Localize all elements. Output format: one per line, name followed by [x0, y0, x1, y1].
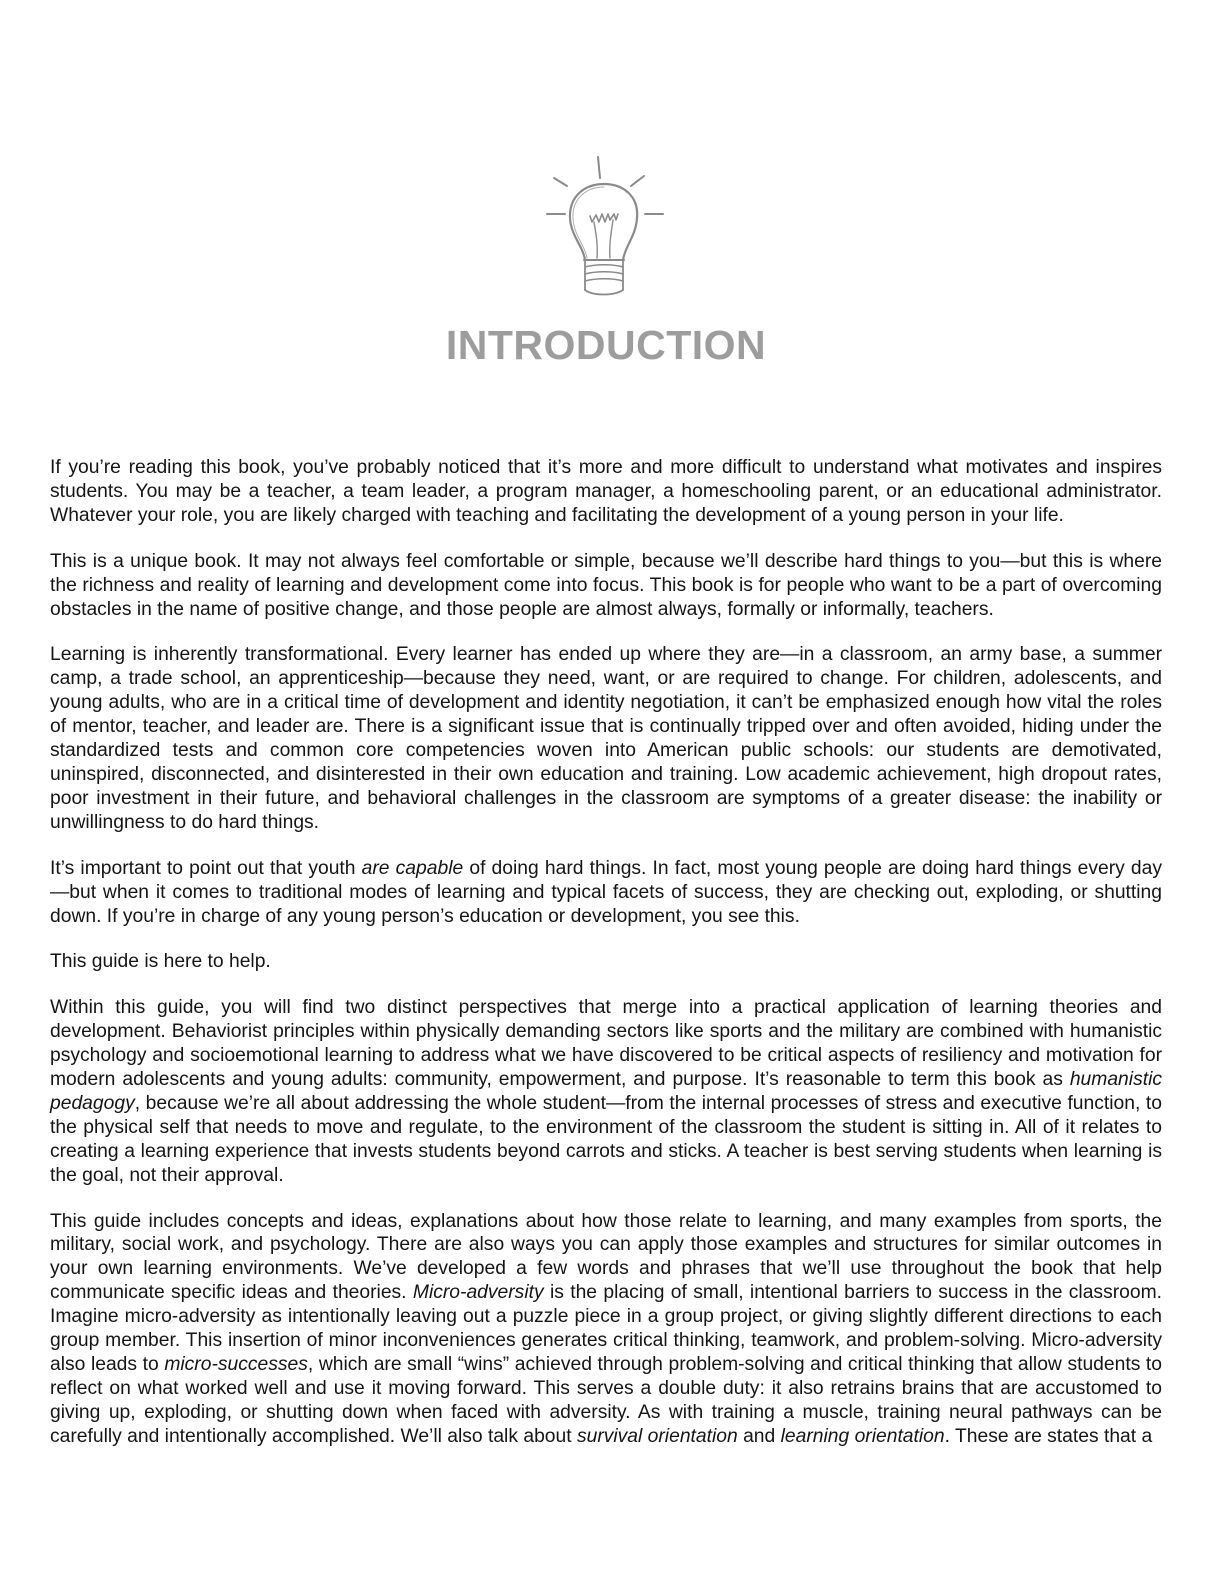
text-run: . These are states that a [944, 1425, 1153, 1447]
emphasis-text: humanistic pedagogy [50, 1069, 1162, 1114]
text-run: , because we’re all about addressing the whole student—from the internal processes of stress and executive function, to the physical self that needs to move and regulate, to the environment of the classroom the student is sitting in. All of it relates to creating a learning experience that invests students beyond carrots and sticks. A teacher is best serving students when learning is the goal, not their approval. [50, 1092, 1162, 1186]
text-run: Within this guide, you will find two distinct perspectives that merge into a practical application of learning theories and development. Behaviorist principles within physically demanding sectors like sports and the military are combined with humanistic psychology and socioemotional learning to address what we have discovered to be critical aspects of resiliency and motivation for modern adolescents and young adults: community, empowerment, and purpose. It’s reasonable to term this book as [50, 997, 1162, 1091]
emphasis-text: learning orientation [780, 1425, 945, 1447]
page-title: INTRODUCTION [445, 322, 767, 368]
text-run: This guide includes concepts and ideas, explanations about how those relate to learning, and many examples from sports, the military, social work, and psychology. There are also ways you can apply those examples and structures for similar outcomes in your own learning environments. We’ve developed a few words and phrases that we’ll use throughout the book that help communicate specific ideas and theories. [50, 1210, 1162, 1304]
emphasis-text: are capable [361, 857, 464, 879]
lightbulb-icon [541, 150, 671, 302]
emphasis-text: survival orientation [576, 1425, 738, 1447]
text-run: of doing hard things. In fact, most young people are doing hard things every day—but when it comes to traditional modes of learning and typical facets of success, they are checking out, exploding, or shutting down. If you’re in charge of any young person’s education or development, you see this. [50, 857, 1162, 927]
emphasis-text: micro-successes [164, 1354, 308, 1375]
paragraph [50, 857, 1162, 929]
body-text [50, 456, 1162, 1471]
paragraph: If you’re reading this book, you’ve probably noticed that it’s more and more difficult to understand what motivates and inspires students. You may be a teacher, a team leader, a program manager, a homeschooling parent, or an educational administrator. Whatever your role, you are likely charged with teaching and facilitating the development of a young person in your life. [50, 457, 1162, 526]
paragraph: Learning is inherently transformational. Every learner has ended up where they are—in a classroom, an army base, a summer camp, a trade school, an apprenticeship—because they need, want, or are required to change. For children, adolescents, and young adults, who are in a critical time of development and identity negotiation, it can’t be emphasized enough how vital the roles of mentor, teacher, and leader are. There is a significant issue that is continually tripped over and often avoided, hiding under the standardized tests and common core competencies woven into American public schools: our students are demotivated, uninspired, disconnected, and disinterested in their own education and training. Low academic achievement, high dropout rates, poor investment in their future, and behavioral challenges in the classroom are symptoms of a greater disease: the inability or unwillingness to do hard things. [50, 644, 1162, 833]
text-run: It’s important to point out that youth [50, 857, 362, 879]
emphasis-text: Micro-adversity [412, 1282, 544, 1304]
text-run: is the placing of small, intentional barriers to success in the classroom. Imagine micro-adversity as intentionally leaving out a puzzle piece in a group project, or giving slightly different directions to each group member. This insertion of minor inconveniences generates critical thinking, teamwork, and problem-solving. Micro-adversity also leads to [50, 1282, 1162, 1375]
paragraph: This guide is here to help. [50, 951, 271, 973]
paragraph: This is a unique book. It may not always feel comfortable or simple, because we’ll describe hard things to you—but this is where the richness and reality of learning and development come into focus. This book is for people who want to be a part of overcoming obstacles in the name of positive change, and those people are almost always, formally or informally, teachers. [50, 550, 1162, 620]
paragraph [50, 1210, 1162, 1449]
text-run: , which are small “wins” achieved through problem-solving and critical thinking that allow students to reflect on what worked well and use it moving forward. This serves a double duty: it also retrains brains that are accustomed to giving up, exploding, or shutting down when faced with adversity. As with training a muscle, training neural pathways can be carefully and intentionally accomplished. We’ll also talk about [50, 1354, 1162, 1447]
text-run: and [737, 1425, 781, 1447]
paragraph [50, 996, 1162, 1187]
